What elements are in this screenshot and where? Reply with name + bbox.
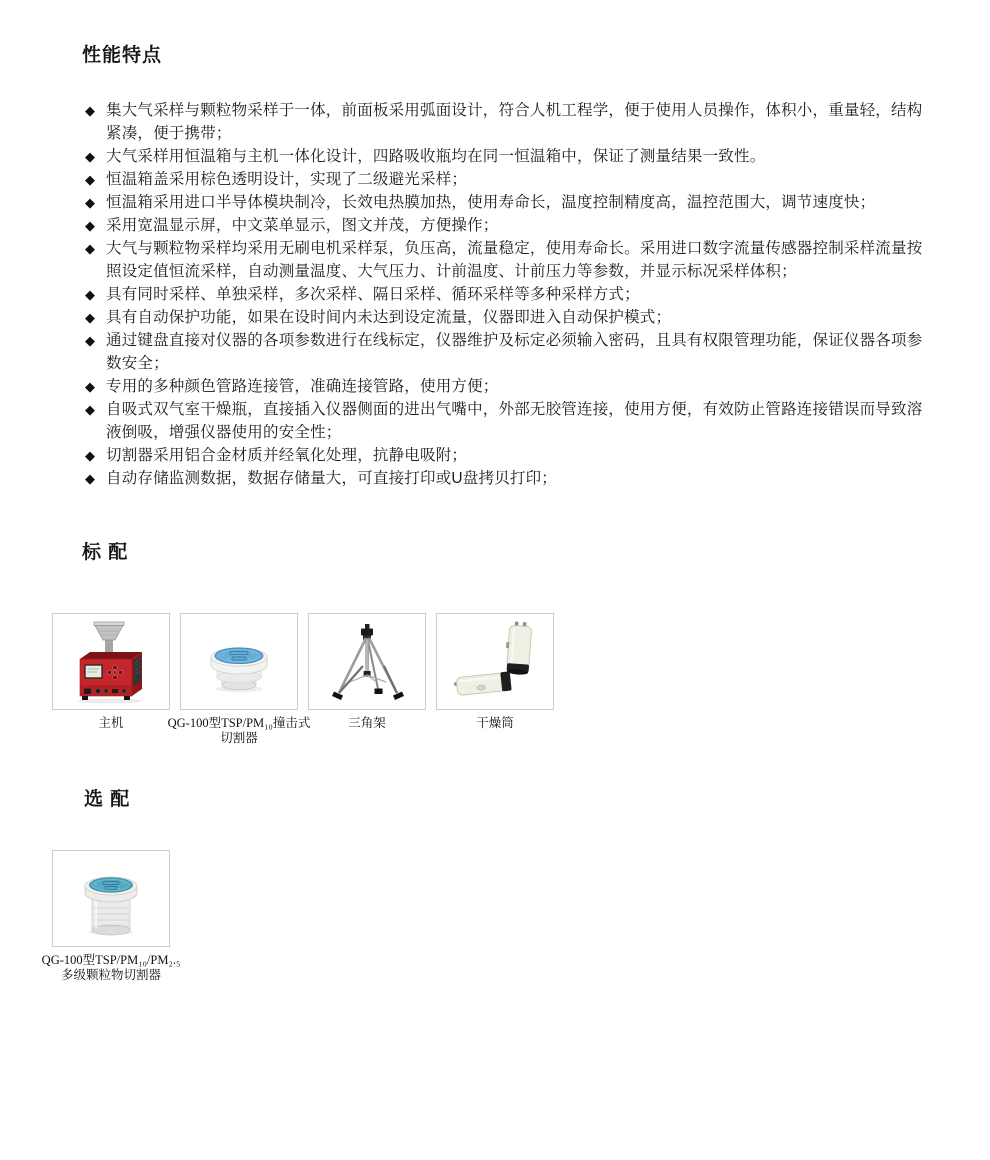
feature-text: 自动存储监测数据，数据存储量大，可直接打印或U盘拷贝打印；: [106, 470, 557, 487]
feature-text: 恒温箱盖采用棕色透明设计，实现了二级避光采样；: [106, 171, 468, 188]
diamond-bullet-icon: ◆: [85, 287, 95, 302]
product-caption: QG-100型TSP/PM₁₀/PM₂.₅: [41, 953, 181, 967]
feature-text: 集大气采样与颗粒物采样于一体，前面板采用弧面设计，符合人机工程学，便于使用人员操作，体积小，重量轻，结构紧凑，便于携带；: [106, 102, 923, 142]
multistage-cutter-image: [52, 850, 170, 947]
diamond-bullet-icon: ◆: [85, 402, 95, 417]
main-unit-image: [52, 613, 170, 710]
product-item-multistage-cutter: [41, 850, 181, 983]
feature-item: [85, 329, 931, 375]
standard-products-row: [52, 613, 554, 746]
product-caption: 干燥筒: [476, 716, 514, 730]
feature-text: 具有同时采样、单独采样，多次采样、隔日采样、循环采样等多种采样方式；: [106, 286, 640, 303]
diamond-bullet-icon: ◆: [85, 448, 95, 463]
feature-item: [85, 283, 931, 306]
feature-text: 切割器采用铝合金材质并经氧化处理，抗静电吸附；: [106, 447, 468, 464]
diamond-bullet-icon: ◆: [85, 471, 95, 486]
diamond-bullet-icon: ◆: [85, 379, 95, 394]
multistage-cutter-illustration: [58, 856, 164, 942]
feature-text: 专用的多种颜色管路连接管，准确连接管路，使用方便；: [106, 378, 499, 395]
feature-item: [85, 444, 931, 467]
features-list: [85, 99, 931, 490]
drying-tube-image: [436, 613, 554, 710]
feature-item: [85, 145, 931, 168]
diamond-bullet-icon: ◆: [85, 103, 95, 118]
optional-products-row: [41, 850, 181, 983]
feature-text: 具有自动保护功能，如果在设时间内未达到设定流量，仪器即进入自动保护模式；: [106, 309, 672, 326]
feature-text: 大气与颗粒物采样均采用无刷电机采样泵，负压高，流量稳定，使用寿命长。采用进口数字流量传感器控制采样流量按照设定值恒流采样，自动测量温度、大气压力、计前温度、计前压力等参数，并显示标况采样体积；: [106, 240, 923, 280]
feature-item: [85, 398, 931, 444]
product-caption: QG-100型TSP/PM₁₀撞击式: [167, 716, 311, 730]
feature-item: [85, 168, 931, 191]
diamond-bullet-icon: ◆: [85, 195, 95, 210]
feature-text: 自吸式双气室干燥瓶，直接插入仪器侧面的进出气嘴中，外部无胶管连接，使用方便，有效防止管路连接错误而导致溶液倒吸，增强仪器使用的安全性；: [106, 401, 923, 441]
feature-item: [85, 99, 931, 145]
feature-item: [85, 375, 931, 398]
diamond-bullet-icon: ◆: [85, 241, 95, 256]
impact-cutter-illustration: [186, 619, 292, 705]
optional-config-title: 选 配: [84, 789, 131, 810]
product-item-drying-tube: [436, 613, 554, 746]
feature-item: [85, 191, 931, 214]
feature-item: [85, 214, 931, 237]
product-caption: 多级颗粒物切割器: [60, 968, 161, 982]
diamond-bullet-icon: ◆: [85, 218, 95, 233]
feature-text: 通过键盘直接对仪器的各项参数进行在线标定，仪器维护及标定必须输入密码，且具有权限管理功能，保证仪器各项参数安全；: [106, 332, 923, 372]
tripod-image: [308, 613, 426, 710]
diamond-bullet-icon: ◆: [85, 149, 95, 164]
tripod-illustration: [314, 619, 420, 705]
impact-cutter-image: [180, 613, 298, 710]
diamond-bullet-icon: ◆: [85, 172, 95, 187]
product-caption: 主机: [98, 716, 124, 730]
feature-text: 采用宽温显示屏，中文菜单显示，图文并茂，方便操作；: [106, 217, 499, 234]
product-caption: 切割器: [220, 731, 258, 745]
main-unit-illustration: [58, 619, 164, 705]
diamond-bullet-icon: ◆: [85, 333, 95, 348]
feature-item: [85, 306, 931, 329]
feature-item: [85, 237, 931, 283]
drying-tube-illustration: [442, 619, 548, 705]
diamond-bullet-icon: ◆: [85, 310, 95, 325]
features-title: 性能特点: [82, 45, 163, 66]
standard-config-title: 标 配: [82, 542, 129, 563]
feature-text: 大气采样用恒温箱与主机一体化设计，四路吸收瓶均在同一恒温箱中，保证了测量结果一致性。: [106, 148, 766, 165]
feature-item: [85, 467, 931, 490]
product-caption: 三角架: [348, 716, 386, 730]
feature-text: 恒温箱采用进口半导体模块制冷，长效电热膜加热，使用寿命长，温度控制精度高，温控范围大，调节速度快；: [106, 194, 876, 211]
